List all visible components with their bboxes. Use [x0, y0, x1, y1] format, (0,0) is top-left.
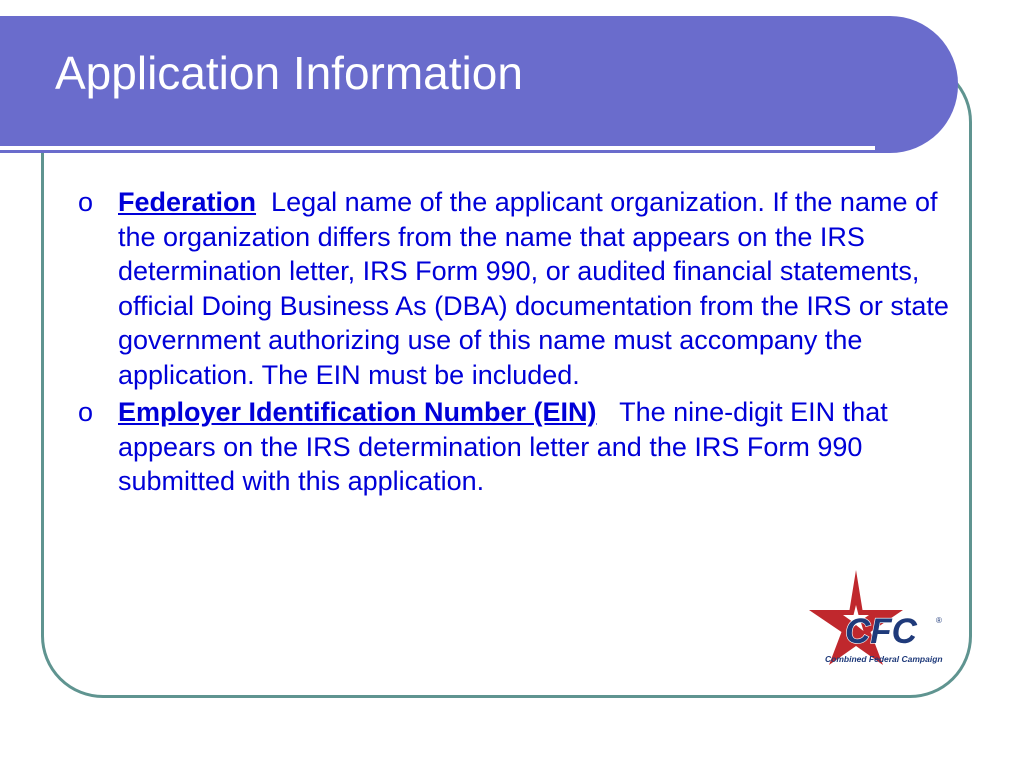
bullet-marker: o — [78, 397, 94, 427]
bullet-item-ein — [78, 395, 958, 499]
term-federation: Federation — [118, 187, 257, 217]
bullet-text — [118, 185, 958, 392]
term-ein: Employer Identification Number (EIN) — [118, 397, 597, 427]
slide-content — [78, 185, 958, 502]
bullet-item-federation — [78, 185, 958, 392]
cfc-logo — [779, 567, 949, 669]
slide-title: Application Information — [55, 47, 523, 99]
federation-description: Legal name of the applicant organization. If the name of the organization differs from the name that appears on the IRS determination letter, IRS Form 990, or audited financial statements, official Doing Business As (DBA) documentation from the IRS or state government authorizing use of this name must accompany the application. The EIN must be included. — [118, 187, 949, 390]
logo-name: Combined Federal Campaign — [825, 654, 943, 664]
bullet-marker: o — [78, 187, 94, 217]
title-underline — [0, 146, 875, 150]
registered-mark: ® — [936, 616, 942, 625]
ein-description: The nine-digit EIN that appears on the IRS determination letter and the IRS Form 990 submitted with this application. — [118, 397, 888, 496]
logo-initials: CFC — [845, 612, 917, 651]
bullet-text — [118, 395, 958, 499]
